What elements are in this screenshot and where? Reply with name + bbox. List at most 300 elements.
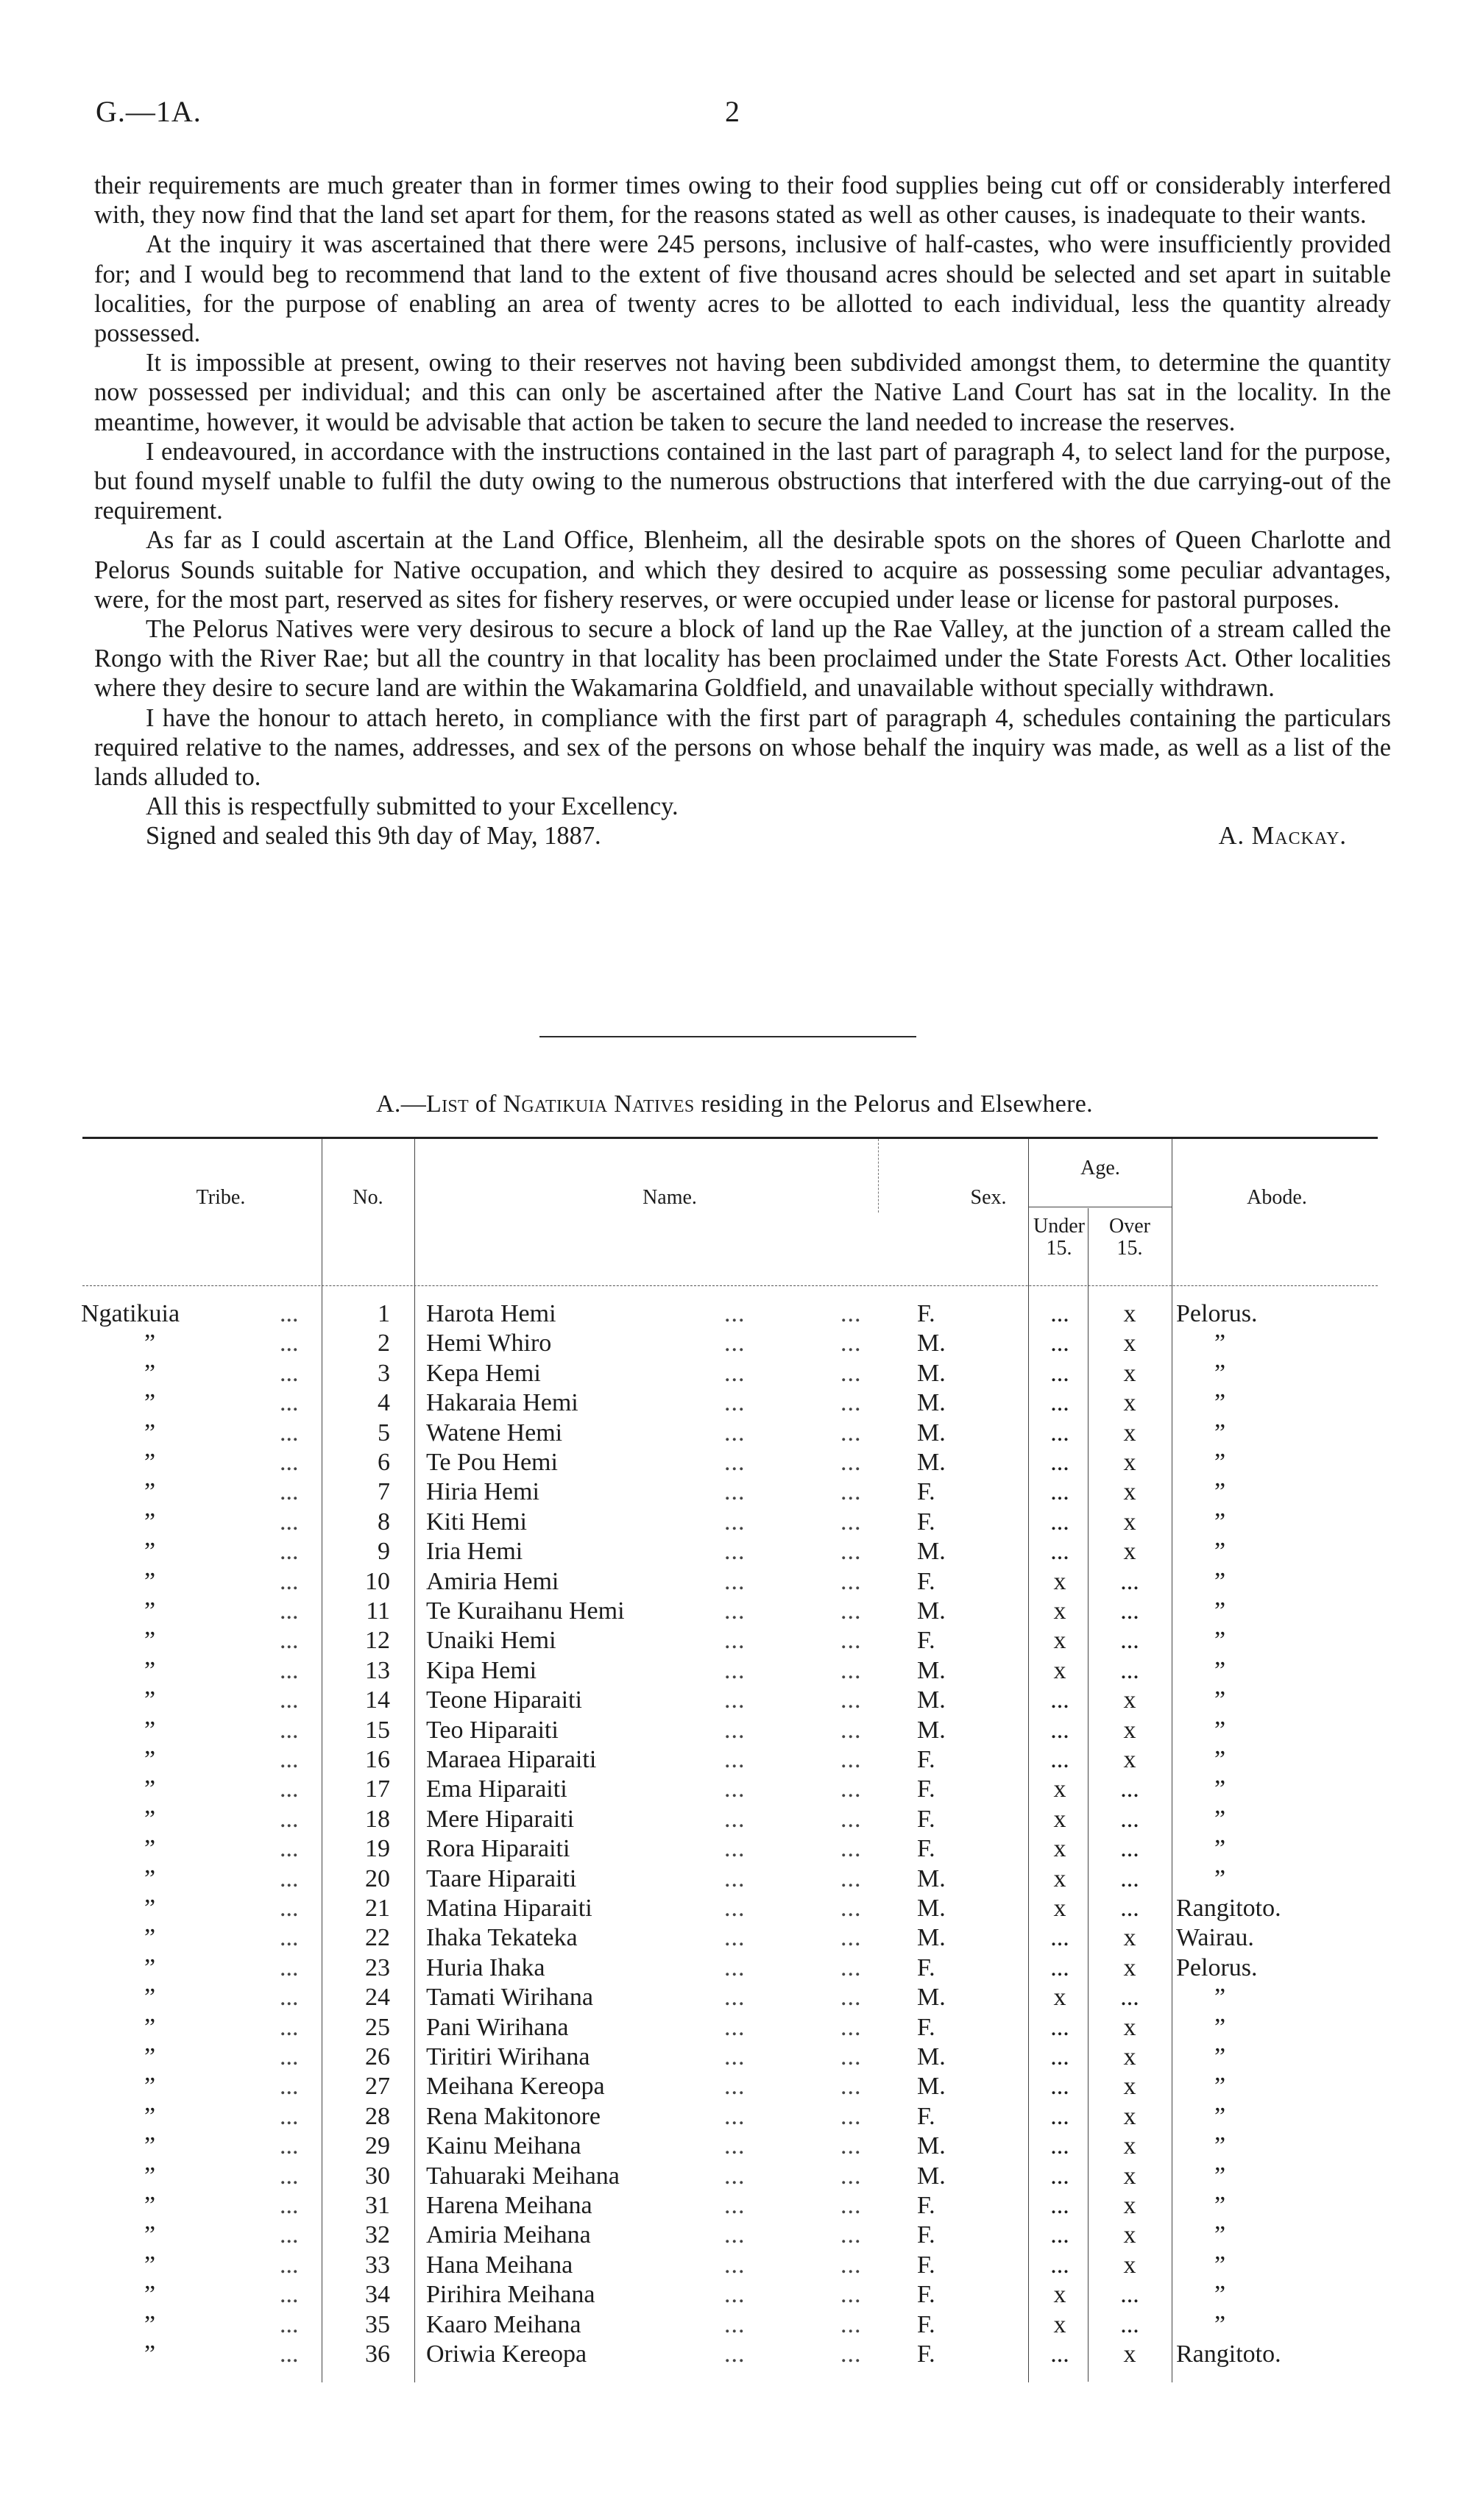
leader-dots: ... — [840, 1508, 862, 1536]
sex-cell: F. — [917, 2340, 935, 2368]
abode-cell: ” — [1214, 1597, 1226, 1625]
sex-cell: F. — [917, 1300, 935, 1327]
leader-dots: ... — [280, 2340, 299, 2368]
table-row — [0, 1716, 1469, 1745]
abode-cell: ” — [1214, 2192, 1226, 2219]
over-15-cell: x — [1123, 2221, 1136, 2249]
under-15-cell: ... — [1050, 2251, 1069, 2279]
table-row — [0, 2221, 1469, 2250]
over-15-cell: ... — [1120, 1775, 1139, 1803]
leader-dots: ... — [840, 2251, 862, 2279]
number-cell: 31 — [365, 2192, 390, 2219]
name-cell — [426, 1686, 912, 1715]
ditto-mark: ” — [144, 1895, 156, 1922]
section-divider — [539, 1036, 916, 1037]
header-bottom-rule — [82, 1285, 1378, 1286]
name-cell — [426, 1923, 912, 1953]
over-15-cell: x — [1123, 2043, 1136, 2070]
page-header — [96, 94, 1391, 138]
abode-cell: ” — [1214, 1984, 1226, 2012]
leader-dots: ... — [280, 1835, 299, 1863]
under-15-cell: x — [1053, 2310, 1066, 2338]
leader-dots: ... — [280, 1389, 299, 1417]
leader-dots: ... — [840, 1627, 862, 1655]
leader-dots: ... — [724, 1984, 746, 2012]
leader-dots: ... — [280, 1895, 299, 1922]
leader-dots: ... — [840, 1597, 862, 1625]
abode-cell: ” — [1214, 1330, 1226, 1357]
person-name: Te Kuraihanu Hemi — [426, 1597, 625, 1625]
ditto-mark: ” — [144, 2251, 156, 2279]
ditto-mark: ” — [144, 1924, 156, 1952]
name-cell — [426, 1567, 912, 1597]
under-15-cell: ... — [1050, 1330, 1069, 1357]
leader-dots: ... — [280, 1746, 299, 1773]
tribe-cell — [81, 2340, 299, 2369]
leader-dots: ... — [280, 2013, 299, 2041]
person-name: Kiti Hemi — [426, 1508, 527, 1536]
leader-dots: ... — [280, 2251, 299, 2279]
under-15-cell: x — [1053, 1805, 1066, 1833]
sex-cell: F. — [917, 2013, 935, 2041]
paragraph: their requirements are much greater than in former times owing to their food supplies being cut off or considerably interfered with, they now find that the land set apart for them, for the reasons stated as well as other causes, is inadequate to their wants. — [94, 171, 1391, 230]
person-name: Tahuaraki Meihana — [426, 2162, 620, 2190]
under-15-cell: x — [1053, 1656, 1066, 1684]
tribe-cell — [81, 2251, 299, 2280]
person-name: Ema Hiparaiti — [426, 1775, 567, 1803]
leader-dots: ... — [280, 1686, 299, 1714]
over-15-cell: x — [1123, 1330, 1136, 1357]
sex-cell: M. — [917, 1359, 946, 1387]
paragraph: All this is respectfully submitted to your Excellency. — [146, 792, 679, 821]
leader-dots: ... — [840, 2281, 862, 2309]
tribe-cell — [81, 1329, 299, 1358]
name-cell — [426, 2013, 912, 2042]
leader-dots: ... — [840, 2132, 862, 2160]
person-name: Taare Hiparaiti — [426, 1864, 577, 1892]
sex-cell: M. — [917, 1895, 946, 1922]
name-cell — [426, 1656, 912, 1686]
leader-dots: ... — [724, 1478, 746, 1506]
table-row — [0, 1359, 1469, 1388]
over-15-cell: x — [1123, 1686, 1136, 1714]
under-15-cell: ... — [1050, 1478, 1069, 1506]
report-body — [94, 171, 1391, 851]
over-15-cell: x — [1123, 1478, 1136, 1506]
table-row — [0, 1626, 1469, 1655]
table-row — [0, 2340, 1469, 2369]
table-row — [0, 2102, 1469, 2132]
leader-dots: ... — [724, 1627, 746, 1655]
abode-cell: ” — [1214, 2073, 1226, 2101]
leader-dots: ... — [840, 1984, 862, 2012]
tribe-cell — [81, 1626, 299, 1655]
ditto-mark: ” — [144, 1508, 156, 1536]
number-cell: 11 — [366, 1597, 390, 1625]
person-name: Rena Makitonore — [426, 2102, 601, 2130]
leader-dots: ... — [724, 2073, 746, 2101]
ditto-mark: ” — [144, 1864, 156, 1892]
table-row — [0, 1448, 1469, 1477]
ditto-mark: ” — [144, 1478, 156, 1506]
abode-cell: ” — [1214, 1419, 1226, 1447]
name-cell — [426, 1359, 912, 1388]
abode-cell: Pelorus. — [1176, 1953, 1258, 1981]
abode-cell: ” — [1214, 1805, 1226, 1833]
number-cell: 28 — [365, 2102, 390, 2130]
number-cell: 5 — [378, 1419, 390, 1447]
tribe-cell — [81, 2280, 299, 2310]
leader-dots: ... — [840, 2162, 862, 2190]
leader-dots: ... — [280, 2043, 299, 2070]
header-sex: Sex. — [970, 1186, 1007, 1209]
person-name: Ihaka Tekateka — [426, 1924, 578, 1952]
leader-dots: ... — [724, 2251, 746, 2279]
abode-cell: ” — [1214, 1359, 1226, 1387]
abode-cell: ” — [1214, 2251, 1226, 2279]
number-cell: 24 — [365, 1984, 390, 2012]
ditto-mark: ” — [144, 1449, 156, 1476]
sex-cell: F. — [917, 2102, 935, 2130]
ditto-mark: ” — [144, 1627, 156, 1655]
abode-cell: ” — [1214, 1835, 1226, 1863]
person-name: Amiria Hemi — [426, 1567, 559, 1595]
leader-dots: ... — [280, 2073, 299, 2101]
table-row — [0, 2310, 1469, 2340]
name-cell — [426, 1626, 912, 1655]
sex-cell: M. — [917, 2162, 946, 2190]
number-cell: 25 — [365, 2013, 390, 2041]
over-15-cell: ... — [1120, 1984, 1139, 2012]
tribe-cell — [81, 2013, 299, 2042]
ditto-mark: ” — [144, 1953, 156, 1981]
table-row — [0, 1477, 1469, 1507]
leader-dots: ... — [840, 1746, 862, 1773]
sex-cell: F. — [917, 2221, 935, 2249]
sex-cell: M. — [917, 1984, 946, 2012]
person-name: Pirihira Meihana — [426, 2281, 595, 2309]
tribe-cell — [81, 2132, 299, 2161]
under-15-cell: ... — [1050, 2043, 1069, 2070]
person-name: Hemi Whiro — [426, 1330, 552, 1357]
sex-cell: F. — [917, 1567, 935, 1595]
leader-dots: ... — [840, 1716, 862, 1744]
number-cell: 17 — [365, 1775, 390, 1803]
over-15-cell: x — [1123, 1538, 1136, 1566]
ditto-mark: ” — [144, 1538, 156, 1566]
number-cell: 14 — [365, 1686, 390, 1714]
leader-dots: ... — [724, 1895, 746, 1922]
abode-cell: ” — [1214, 1627, 1226, 1655]
leader-dots: ... — [280, 2162, 299, 2190]
tribe-cell — [81, 2162, 299, 2191]
sex-cell: F. — [917, 1775, 935, 1803]
sex-cell: F. — [917, 1508, 935, 1536]
ditto-mark: ” — [144, 1805, 156, 1833]
leader-dots: ... — [840, 1775, 862, 1803]
tribe-cell — [81, 1834, 299, 1864]
header-under-15: Under 15. — [1033, 1215, 1085, 1260]
paragraph: As far as I could ascertain at the Land Office, Blenheim, all the desirable spots on the shores of Queen Charlotte and Pelorus Sounds suitable for Native occupation, and which they desired to acquire as possessing some peculiar advantages, were, for the most part, reserved as sites for fishery reserves, or were occupied under lease or license for pastoral purposes. — [94, 526, 1391, 614]
over-15-cell: x — [1123, 1508, 1136, 1536]
tribe-cell — [81, 1508, 299, 1537]
leader-dots: ... — [724, 2192, 746, 2219]
person-name: Amiria Meihana — [426, 2221, 591, 2249]
abode-cell: ” — [1214, 2013, 1226, 2041]
leader-dots: ... — [840, 1567, 862, 1595]
person-name: Oriwia Kereopa — [426, 2340, 587, 2368]
name-cell — [426, 1775, 912, 1804]
over-15-cell: ... — [1120, 1805, 1139, 1833]
person-name: Kepa Hemi — [426, 1359, 541, 1387]
leader-dots: ... — [280, 1597, 299, 1625]
leader-dots: ... — [840, 1686, 862, 1714]
person-name: Maraea Hiparaiti — [426, 1746, 597, 1773]
abode-cell: ” — [1214, 1478, 1226, 1506]
leader-dots: ... — [724, 2310, 746, 2338]
leader-dots: ... — [840, 1389, 862, 1417]
number-cell: 22 — [365, 1924, 390, 1952]
tribe-cell — [81, 1775, 299, 1804]
ditto-mark: ” — [144, 2132, 156, 2160]
number-cell: 21 — [365, 1895, 390, 1922]
header-tribe: Tribe. — [196, 1186, 246, 1209]
leader-dots: ... — [280, 1567, 299, 1595]
name-cell — [426, 1477, 912, 1507]
person-name: Mere Hiparaiti — [426, 1805, 575, 1833]
ditto-mark: ” — [144, 1597, 156, 1625]
leader-dots: ... — [724, 1330, 746, 1357]
ditto-mark: ” — [144, 2043, 156, 2070]
leader-dots: ... — [280, 1478, 299, 1506]
leader-dots: ... — [724, 1597, 746, 1625]
leader-dots: ... — [724, 1924, 746, 1952]
over-15-cell: x — [1123, 2340, 1136, 2368]
header-over-15: Over 15. — [1109, 1215, 1150, 1260]
leader-dots: ... — [840, 1835, 862, 1863]
leader-dots: ... — [840, 1805, 862, 1833]
number-cell: 35 — [365, 2310, 390, 2338]
table-row — [0, 1388, 1469, 1418]
table-row — [0, 1864, 1469, 1894]
tribe-cell — [81, 1359, 299, 1388]
ditto-mark: ” — [144, 1656, 156, 1684]
over-15-cell: x — [1123, 1389, 1136, 1417]
under-15-cell: x — [1053, 1627, 1066, 1655]
leader-dots: ... — [840, 1478, 862, 1506]
table-row — [0, 2162, 1469, 2191]
leader-dots: ... — [280, 2310, 299, 2338]
table-row — [0, 1597, 1469, 1626]
name-cell — [426, 1894, 912, 1923]
person-name: Iria Hemi — [426, 1538, 523, 1566]
tribe-name: Ngatikuia — [81, 1300, 180, 1327]
over-15-cell: ... — [1120, 1864, 1139, 1892]
name-cell — [426, 2102, 912, 2132]
number-cell: 10 — [365, 1567, 390, 1595]
abode-cell: Pelorus. — [1176, 1300, 1258, 1327]
leader-dots: ... — [840, 1359, 862, 1387]
table-row — [0, 1983, 1469, 2012]
person-name: Hiria Hemi — [426, 1478, 539, 1506]
leader-dots: ... — [840, 1953, 862, 1981]
number-cell: 13 — [365, 1656, 390, 1684]
abode-cell: ” — [1214, 1746, 1226, 1773]
over-15-cell: x — [1123, 2102, 1136, 2130]
abode-cell: ” — [1214, 2102, 1226, 2130]
under-15-cell: ... — [1050, 1686, 1069, 1714]
under-15-cell: ... — [1050, 1389, 1069, 1417]
paragraph: I endeavoured, in accordance with the instructions contained in the last part of paragraph 4, to select land for the purpose, but found myself unable to fulfil the duty owing to the numerous obstructions that interfered with the due carrying-out of the requirement. — [94, 437, 1391, 525]
sex-cell: M. — [917, 1924, 946, 1952]
abode-cell: ” — [1214, 2043, 1226, 2070]
abode-cell: Rangitoto. — [1176, 1895, 1281, 1922]
over-15-cell: x — [1123, 2132, 1136, 2160]
table-row — [0, 1923, 1469, 1953]
name-cell — [426, 2191, 912, 2221]
abode-cell: ” — [1214, 1449, 1226, 1476]
sex-cell: M. — [917, 1538, 946, 1566]
under-15-cell: ... — [1050, 2221, 1069, 2249]
leader-dots: ... — [724, 1805, 746, 1833]
ditto-mark: ” — [144, 2310, 156, 2338]
over-15-cell: x — [1123, 2073, 1136, 2101]
abode-cell: ” — [1214, 1656, 1226, 1684]
leader-dots: ... — [840, 1449, 862, 1476]
leader-dots: ... — [724, 1538, 746, 1566]
table-row — [0, 2280, 1469, 2310]
under-15-cell: x — [1053, 1567, 1066, 1595]
leader-dots: ... — [280, 1984, 299, 2012]
paragraph: The Pelorus Natives were very desirous to secure a block of land up the Rae Valley, at the junction of a stream called the Rongo with the River Rae; but all the country in that locality has been proclaimed under the State Forests Act. Other localities where they desire to secure land are within the Wakamarina Goldfield, and unavailable without specially withdrawn. — [94, 615, 1391, 703]
table-row — [0, 2042, 1469, 2072]
tribe-cell — [81, 1864, 299, 1894]
person-name: Watene Hemi — [426, 1419, 563, 1447]
table-row — [0, 1299, 1469, 1329]
page-number: 2 — [725, 95, 740, 128]
over-15-cell: x — [1123, 2162, 1136, 2190]
name-cell — [426, 1864, 912, 1894]
number-cell: 8 — [378, 1508, 390, 1536]
ditto-mark: ” — [144, 1359, 156, 1387]
person-name: Kainu Meihana — [426, 2132, 581, 2160]
over-15-cell: x — [1123, 1300, 1136, 1327]
sex-cell: M. — [917, 1389, 946, 1417]
ditto-mark: ” — [144, 1746, 156, 1773]
sex-cell: F. — [917, 2251, 935, 2279]
number-cell: 27 — [365, 2073, 390, 2101]
sex-cell: M. — [917, 1419, 946, 1447]
table-title: A.—List of Ngatikuia Natives residing in the Pelorus and Elsewhere. — [376, 1090, 1093, 1118]
tribe-cell — [81, 1299, 299, 1329]
person-name: Teo Hiparaiti — [426, 1716, 559, 1744]
over-15-cell: ... — [1120, 1567, 1139, 1595]
header-age: Age. — [1080, 1157, 1120, 1179]
under-15-cell: ... — [1050, 1716, 1069, 1744]
under-15-cell: ... — [1050, 1746, 1069, 1773]
leader-dots: ... — [280, 1716, 299, 1744]
person-name: Kipa Hemi — [426, 1656, 537, 1684]
under-15-cell: ... — [1050, 2162, 1069, 2190]
header-abode: Abode. — [1247, 1186, 1307, 1209]
over-15-cell: x — [1123, 2192, 1136, 2219]
under-15-cell: x — [1053, 1864, 1066, 1892]
leader-dots: ... — [724, 1686, 746, 1714]
table-row — [0, 2191, 1469, 2221]
ditto-mark: ” — [144, 1984, 156, 2012]
name-cell — [426, 1537, 912, 1566]
tribe-cell — [81, 1745, 299, 1775]
sex-cell: F. — [917, 1805, 935, 1833]
leader-dots: ... — [280, 1359, 299, 1387]
leader-dots: ... — [840, 1864, 862, 1892]
ditto-mark: ” — [144, 2281, 156, 2309]
table-row — [0, 1567, 1469, 1597]
table-row — [0, 1953, 1469, 1983]
under-15-cell: ... — [1050, 1419, 1069, 1447]
person-name: Unaiki Hemi — [426, 1627, 556, 1655]
abode-cell: Wairau. — [1176, 1924, 1254, 1952]
person-name: Kaaro Meihana — [426, 2310, 581, 2338]
name-cell — [426, 1745, 912, 1775]
number-cell: 29 — [365, 2132, 390, 2160]
document-code: G.—1A. — [96, 95, 202, 128]
sex-cell: F. — [917, 1835, 935, 1863]
table-row — [0, 1419, 1469, 1448]
leader-dots: ... — [724, 2281, 746, 2309]
sex-cell: M. — [917, 1449, 946, 1476]
number-cell: 30 — [365, 2162, 390, 2190]
person-name: Hakaraia Hemi — [426, 1389, 578, 1417]
name-cell — [426, 1597, 912, 1626]
person-name: Matina Hiparaiti — [426, 1895, 592, 1922]
signature-line — [146, 821, 1391, 851]
over-15-cell: ... — [1120, 1895, 1139, 1922]
ditto-mark: ” — [144, 1389, 156, 1417]
leader-dots: ... — [724, 1300, 746, 1327]
under-15-cell: ... — [1050, 2102, 1069, 2130]
table-row — [0, 2251, 1469, 2280]
leader-dots: ... — [280, 2132, 299, 2160]
over-15-cell: ... — [1120, 1627, 1139, 1655]
leader-dots: ... — [280, 2281, 299, 2309]
person-name: Pani Wirihana — [426, 2013, 569, 2041]
under-15-cell: x — [1053, 1984, 1066, 2012]
leader-dots: ... — [724, 2162, 746, 2190]
under-15-cell: ... — [1050, 1924, 1069, 1952]
abode-cell: Rangitoto. — [1176, 2340, 1281, 2368]
abode-cell: ” — [1214, 1686, 1226, 1714]
name-cell — [426, 1329, 912, 1358]
over-15-cell: x — [1123, 2013, 1136, 2041]
abode-cell: ” — [1214, 2310, 1226, 2338]
table-row — [0, 1894, 1469, 1923]
person-name: Te Pou Hemi — [426, 1449, 558, 1476]
sex-cell: M. — [917, 1864, 946, 1892]
leader-dots: ... — [840, 2221, 862, 2249]
tribe-cell — [81, 1477, 299, 1507]
header-name: Name. — [643, 1186, 697, 1209]
number-cell: 7 — [378, 1478, 390, 1506]
under-15-cell: ... — [1050, 1953, 1069, 1981]
leader-dots: ... — [280, 1924, 299, 1952]
under-15-cell: ... — [1050, 2132, 1069, 2160]
table-row — [0, 2013, 1469, 2042]
tribe-cell — [81, 1983, 299, 2012]
number-cell: 32 — [365, 2221, 390, 2249]
name-cell — [426, 2042, 912, 2072]
leader-dots: ... — [280, 1419, 299, 1447]
